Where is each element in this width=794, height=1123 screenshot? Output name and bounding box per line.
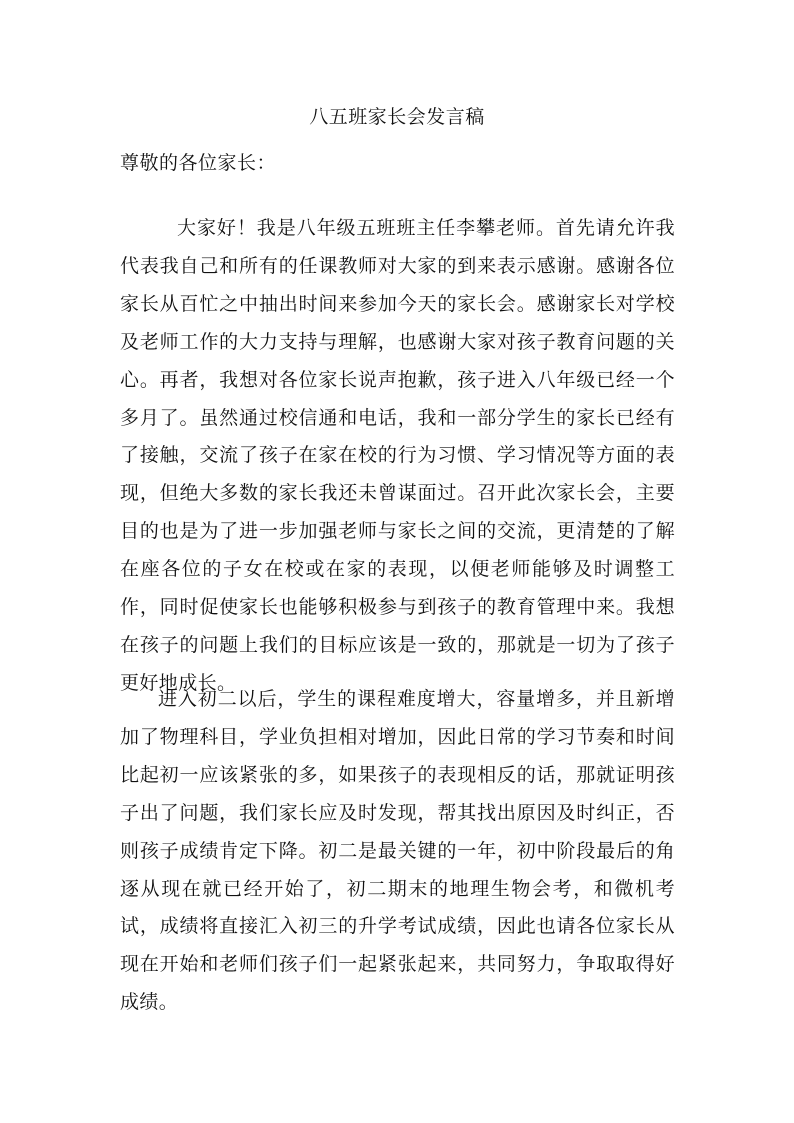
paragraph-2: 进入初二以后，学生的课程难度增大，容量增多，并且新增加了物理科目，学业负担相对增加，因此日常的学习节奏和时间比起初一应该紧张的多，如果孩子的表现相反的话，那就证明孩子出了问题，我们家长应及时发现，帮其找出原因及时纠正，否则孩子成绩肯定下降。初二是最关键的一年，初中阶段最后的角逐从现在就已经开始了，初二期末的地理生物会考，和微机考试，成绩将直接汇入初三的升学考试成绩，因此也请各位家长从现在开始和老师们孩子们一起紧张起来，共同努力，争取取得好成绩。 bbox=[120, 688, 675, 1014]
document-title: 八五班家长会发言稿 bbox=[309, 106, 485, 128]
salutation: 尊敬的各位家长： bbox=[120, 152, 277, 174]
paragraph-1: 大家好！我是八年级五班班主任李攀老师。首先请允许我代表我自己和所有的任课教师对大家的到来表示感谢。感谢各位家长从百忙之中抽出时间来参加今天的家长会。感谢家长对学校及老师工作的大力支持与理解，也感谢大家对孩子教育问题的关心。再者，我想对各位家长说声抱歉，孩子进入八年级已经一个多月了。虽然通过校信通和电话，我和一部分学生的家长已经有了接触，交流了孩子在家在校的行为习惯、学习情况等方面的表现，但绝大多数的家长我还未曾谋面过。召开此次家长会，主要目的也是为了进一步加强老师与家长之间的交流，更清楚的了解在座各位的子女在校或在家的表现，以便老师能够及时调整工作，同时促使家长也能够积极参与到孩子的教育管理中来。我想在孩子的问题上我们的目标应该是一致的，那就是一切为了孩子更好地成长。 bbox=[120, 217, 675, 694]
